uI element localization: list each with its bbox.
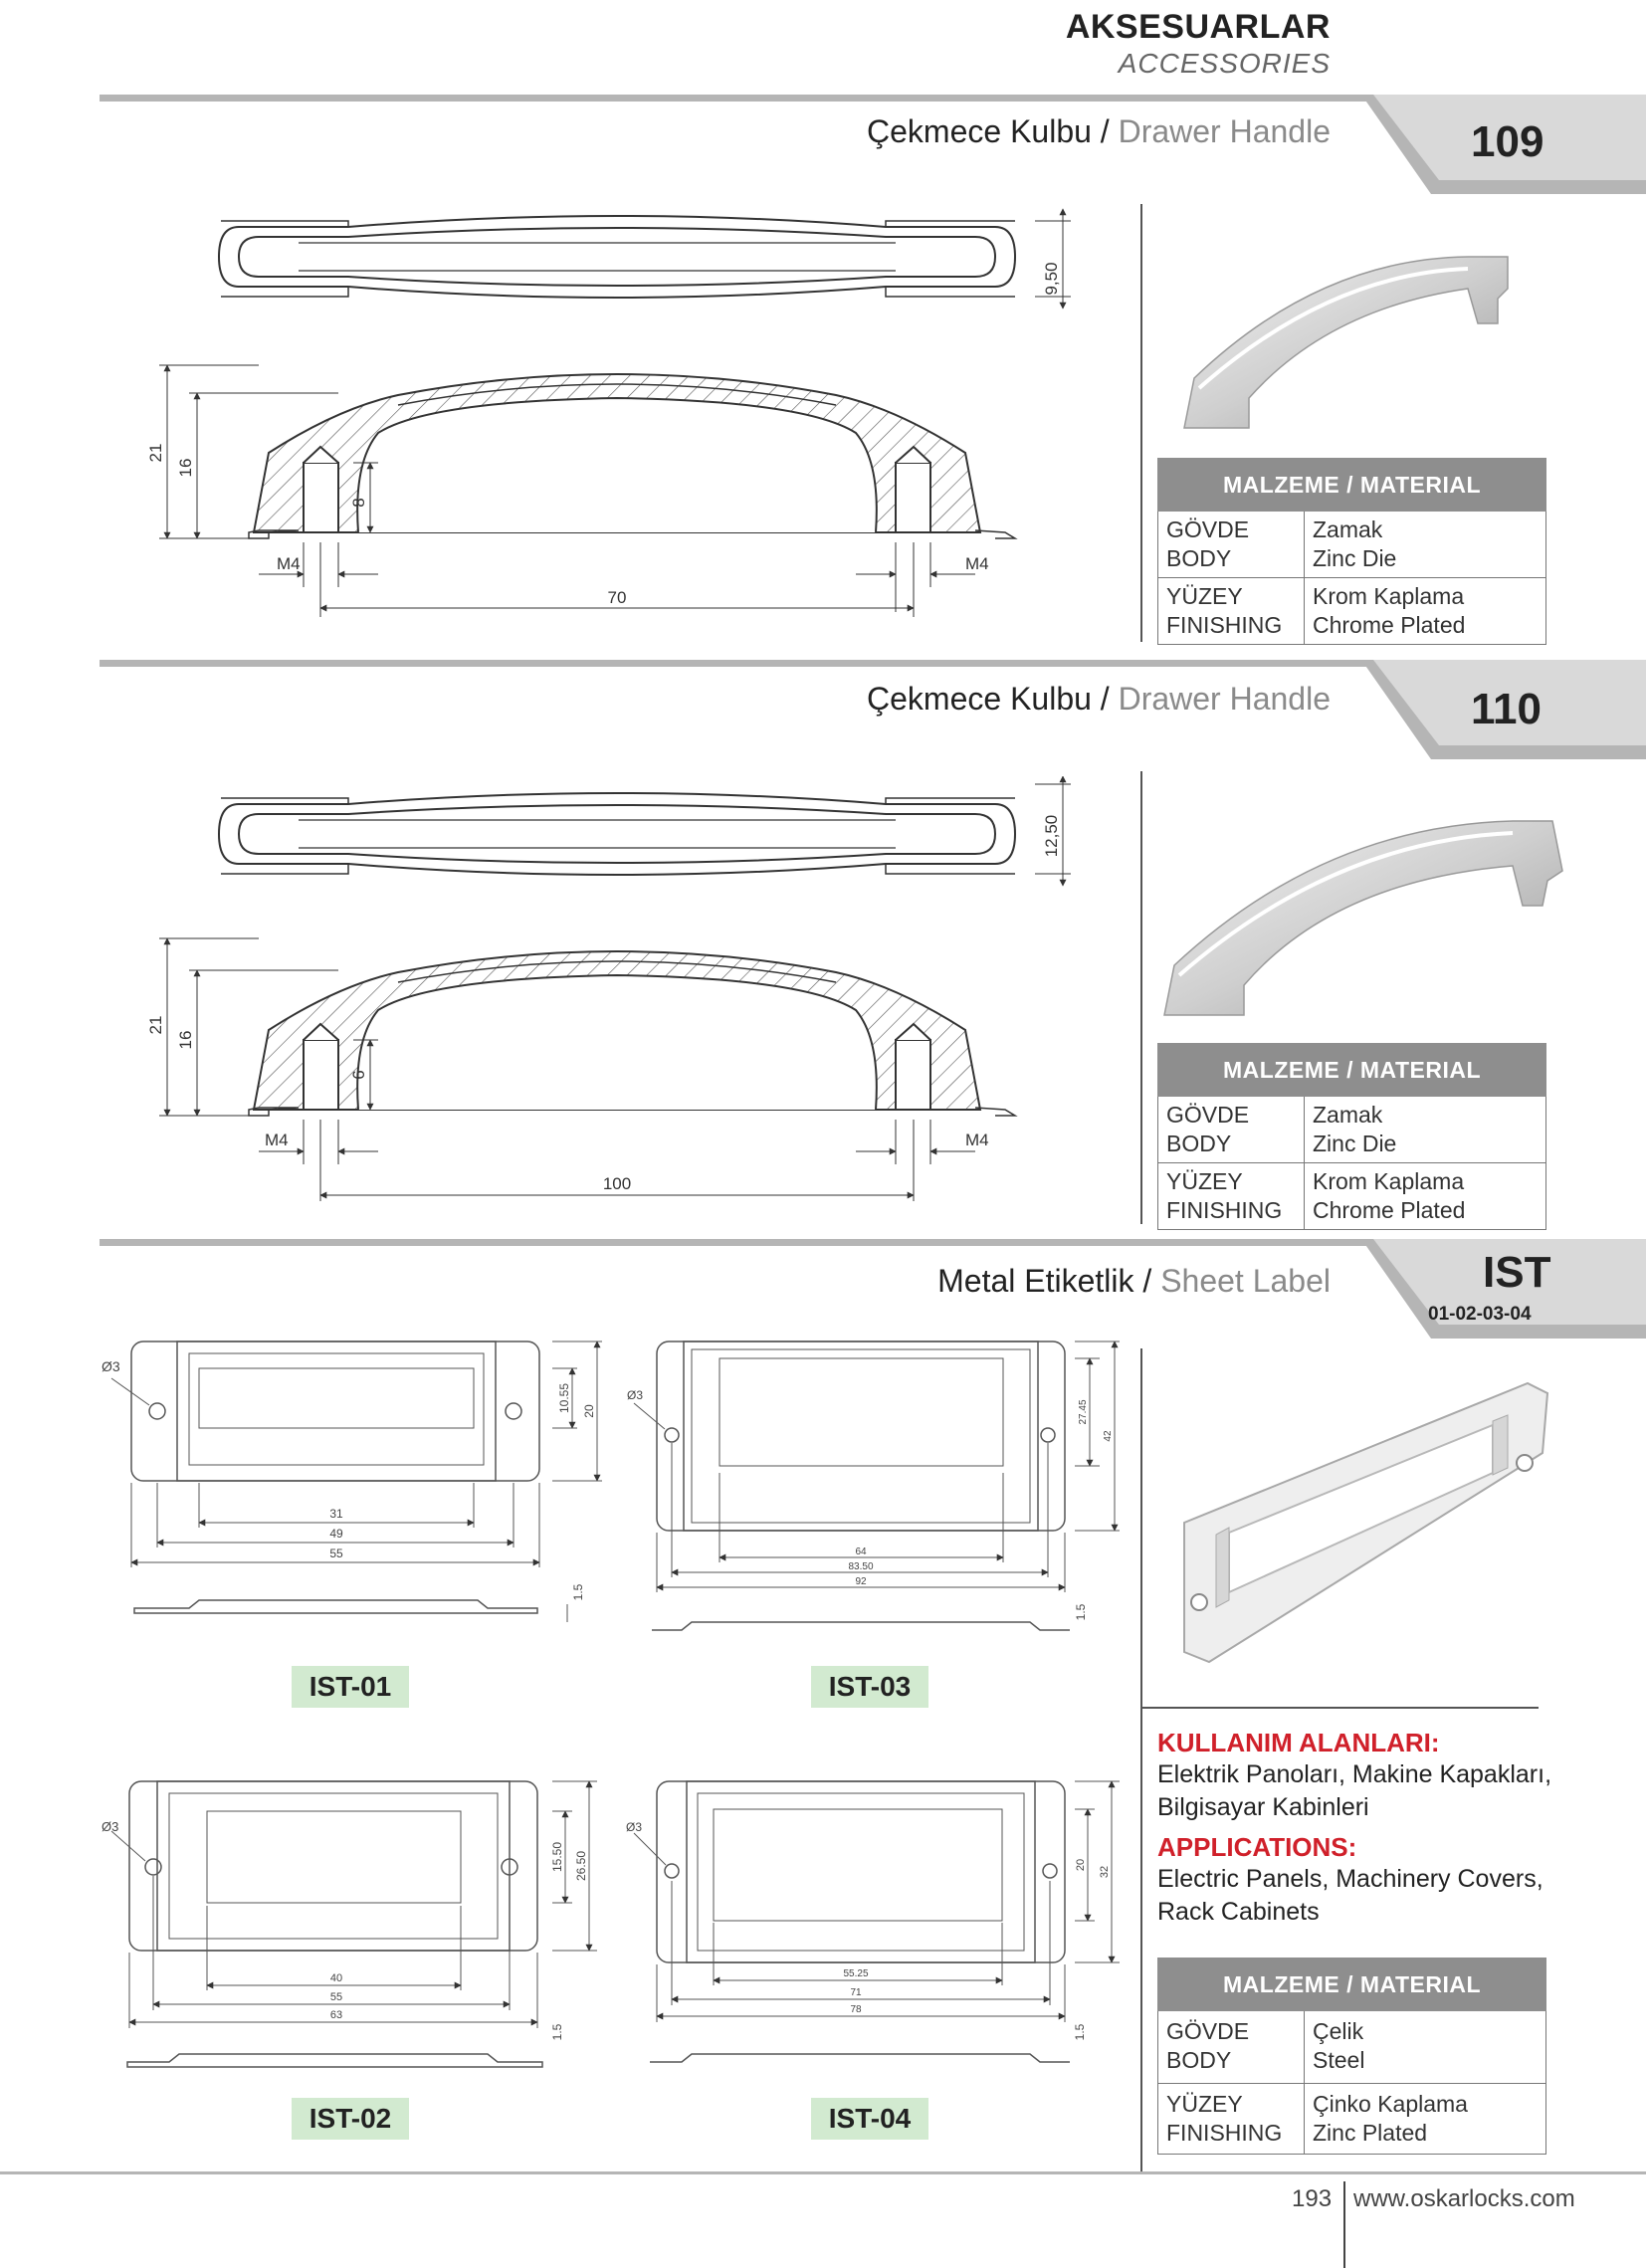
variant-badge: IST-04 xyxy=(811,2098,928,2140)
dim-inner: 16 xyxy=(176,458,195,478)
page-header-subtitle: ACCESSORIES xyxy=(1118,48,1331,79)
finish-value-en: Zinc Plated xyxy=(1313,2120,1428,2146)
handle-top-view xyxy=(139,776,1095,896)
product-photo-ist xyxy=(1154,1363,1562,1682)
dim-spacing: 70 xyxy=(607,588,627,607)
product-photo-109 xyxy=(1169,229,1538,438)
dim-thread-left: M4 xyxy=(277,554,301,573)
dim-height-outer: 26.50 xyxy=(574,1850,588,1882)
section-divider xyxy=(100,1239,1393,1246)
column-divider xyxy=(1140,1707,1539,1709)
body-value: Çelik xyxy=(1313,2018,1364,2044)
dim-width-1: 31 xyxy=(329,1507,343,1521)
dim-width-3: 92 xyxy=(855,1576,867,1587)
section-title: Çekmece Kulbu / Drawer Handle xyxy=(867,113,1331,149)
applications-block xyxy=(1157,1728,1555,1929)
dim-height-inner: 15.50 xyxy=(550,1841,564,1873)
dim-width-2: 71 xyxy=(850,1987,862,1998)
finish-value: Çinko Kaplama xyxy=(1313,2091,1468,2117)
dim-thread-right: M4 xyxy=(965,1131,989,1149)
finish-value: Krom Kaplama xyxy=(1313,1168,1465,1194)
variant-badge: IST-01 xyxy=(292,1666,409,1708)
dim-width-3: 63 xyxy=(329,2009,343,2021)
finish-label-en: FINISHING xyxy=(1166,1197,1283,1223)
section-code: IST xyxy=(1483,1248,1551,1297)
material-table xyxy=(1157,1958,1546,2155)
column-divider xyxy=(1140,771,1142,1224)
applications-text-en-1: Electric Panels, Machinery Covers, xyxy=(1157,1865,1543,1893)
column-divider xyxy=(1140,204,1142,642)
variant-badge: IST-03 xyxy=(811,1666,928,1708)
section-title: Çekmece Kulbu / Drawer Handle xyxy=(867,681,1331,717)
dim-inner: 16 xyxy=(176,1030,195,1050)
dim-thread-left: M4 xyxy=(265,1131,289,1149)
dim-height: 12,50 xyxy=(1042,814,1061,858)
finish-label: YÜZEY xyxy=(1166,583,1243,609)
dim-thickness: 1.5 xyxy=(1073,2023,1087,2041)
dim-hole: Ø3 xyxy=(102,1819,119,1834)
dim-hole: Ø3 xyxy=(627,1388,644,1402)
section-divider xyxy=(100,660,1393,667)
handle-side-view xyxy=(139,930,1095,1209)
applications-text-tr-2: Bilgisayar Kabinleri xyxy=(1157,1793,1369,1821)
body-label-en: BODY xyxy=(1166,2047,1232,2073)
dim-width-1: 64 xyxy=(855,1546,867,1557)
dim-spacing: 100 xyxy=(602,1174,632,1193)
body-label: GÖVDE xyxy=(1166,1102,1250,1128)
column-divider xyxy=(1140,1348,1142,2174)
applications-heading-tr: KULLANIM ALANLARI: xyxy=(1157,1728,1440,1757)
material-table xyxy=(1157,1043,1546,1230)
dim-width-1: 40 xyxy=(329,1972,343,1984)
body-label: GÖVDE xyxy=(1166,516,1250,542)
material-table-header: MALZEME / MATERIAL xyxy=(1158,1044,1546,1097)
handle-side-view xyxy=(139,353,1095,632)
dim-total: 21 xyxy=(146,443,165,463)
dim-width-2: 83.50 xyxy=(848,1561,874,1572)
section-code-sub: 01-02-03-04 xyxy=(1428,1304,1532,1325)
material-table-header: MALZEME / MATERIAL xyxy=(1158,459,1546,512)
footer-url[interactable]: www.oskarlocks.com xyxy=(1353,2185,1575,2212)
dim-height-inner: 10.55 xyxy=(557,1382,571,1414)
label-drawing-ist-01 xyxy=(100,1334,617,1632)
dim-width-2: 55 xyxy=(329,1991,343,2003)
body-value-en: Steel xyxy=(1313,2047,1365,2073)
finish-label-en: FINISHING xyxy=(1166,2120,1283,2146)
finish-label: YÜZEY xyxy=(1166,2091,1243,2117)
dim-total: 21 xyxy=(146,1015,165,1035)
dim-width-1: 55.25 xyxy=(843,1968,869,1979)
applications-text-en-2: Rack Cabinets xyxy=(1157,1898,1320,1926)
applications-heading-en: APPLICATIONS: xyxy=(1157,1832,1357,1862)
body-value-en: Zinc Die xyxy=(1313,1131,1397,1156)
label-drawing-ist-02 xyxy=(100,1771,617,2075)
page-header-title: AKSESUARLAR xyxy=(1065,8,1331,46)
dim-height-inner: 20 xyxy=(1075,1858,1087,1872)
dim-thread-right: M4 xyxy=(965,554,989,573)
variant-badge: IST-02 xyxy=(292,2098,409,2140)
section-divider xyxy=(100,95,1393,102)
finish-value: Krom Kaplama xyxy=(1313,583,1465,609)
dim-width-3: 55 xyxy=(329,1546,343,1560)
finish-value-en: Chrome Plated xyxy=(1313,612,1466,638)
material-table xyxy=(1157,458,1546,645)
dim-hole: Ø3 xyxy=(102,1358,120,1374)
finish-label-en: FINISHING xyxy=(1166,612,1283,638)
dim-thickness: 1.5 xyxy=(550,2023,564,2041)
section-code: 109 xyxy=(1471,117,1544,166)
dim-height-outer: 20 xyxy=(582,1404,596,1418)
body-label-en: BODY xyxy=(1166,1131,1232,1156)
dim-thickness: 1.5 xyxy=(1074,1603,1088,1621)
body-value: Zamak xyxy=(1313,516,1383,542)
dim-height-outer: 32 xyxy=(1099,1865,1111,1879)
dim-thickness: 1.5 xyxy=(571,1583,585,1601)
finish-value-en: Chrome Plated xyxy=(1313,1197,1466,1223)
dim-thread-depth: 6 xyxy=(349,1070,368,1080)
body-value: Zamak xyxy=(1313,1102,1383,1128)
dim-height: 9,50 xyxy=(1042,262,1061,296)
label-drawing-ist-03 xyxy=(622,1334,1139,1632)
applications-text-tr-1: Elektrik Panoları, Makine Kapakları, xyxy=(1157,1760,1552,1788)
dim-height-outer: 42 xyxy=(1103,1430,1114,1442)
dim-hole: Ø3 xyxy=(626,1820,643,1834)
dim-width-3: 78 xyxy=(850,2004,862,2015)
dim-thread-depth: 8 xyxy=(349,498,368,508)
dim-height-inner: 27.45 xyxy=(1078,1399,1089,1425)
finish-label: YÜZEY xyxy=(1166,1168,1243,1194)
footer-rule xyxy=(0,2171,1646,2174)
product-photo-110 xyxy=(1154,796,1572,1025)
material-table-header: MALZEME / MATERIAL xyxy=(1158,1959,1546,2011)
handle-top-view xyxy=(139,199,1095,318)
body-label: GÖVDE xyxy=(1166,2018,1250,2044)
footer-divider xyxy=(1343,2181,1345,2268)
dim-width-2: 49 xyxy=(329,1527,343,1541)
page-number: 193 xyxy=(1292,2185,1333,2212)
body-value-en: Zinc Die xyxy=(1313,545,1397,571)
section-code: 110 xyxy=(1471,685,1542,733)
label-drawing-ist-04 xyxy=(622,1771,1139,2075)
section-title: Metal Etiketlik / Sheet Label xyxy=(937,1263,1331,1299)
body-label-en: BODY xyxy=(1166,545,1232,571)
